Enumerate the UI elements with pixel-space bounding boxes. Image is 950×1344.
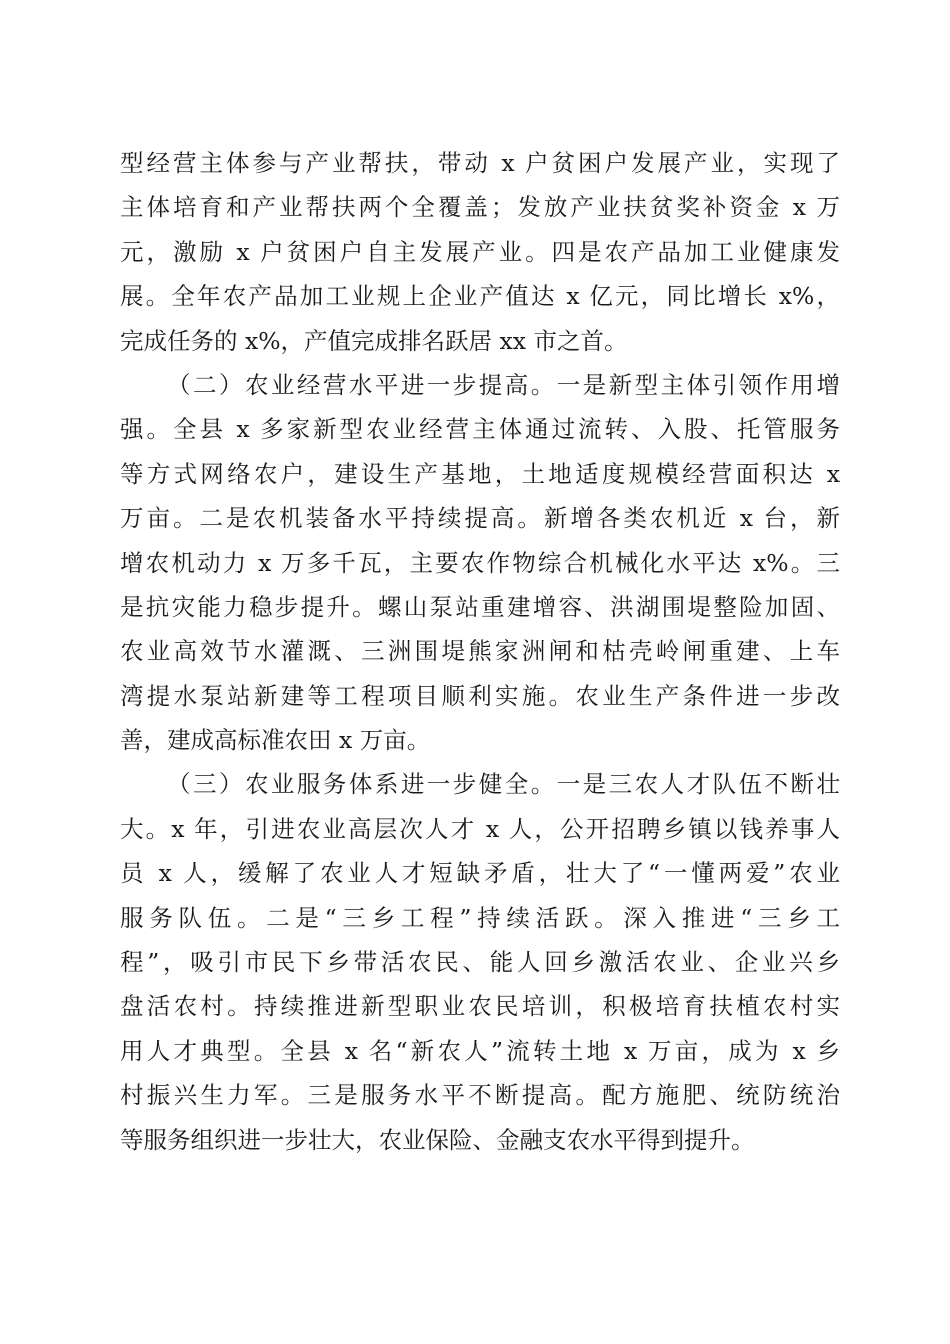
text-line: 程”，吸引市民下乡带活农民、能人回乡激活农业、企业兴乡 [120, 948, 840, 977]
text-line: （三）农业服务体系进一步健全。一是三农人才队伍不断壮 [167, 770, 840, 799]
text-line: 万亩。二是农机装备水平持续提高。新增各类农机近 x 台，新 [120, 504, 840, 533]
text-line: 村振兴生力军。三是服务水平不断提高。配方施肥、统防统治 [120, 1081, 840, 1110]
text-line: （二）农业经营水平进一步提高。一是新型主体引领作用增 [167, 370, 840, 399]
text-line: 强。全县 x 多家新型农业经营主体通过流转、入股、托管服务 [120, 415, 840, 444]
text-line: 等方式网络农户，建设生产基地，土地适度规模经营面积达 x [120, 459, 840, 488]
text-line: 农业高效节水灌溉、三洲围堤熊家洲闸和枯壳岭闸重建、上车 [120, 637, 840, 666]
paragraph-agri-services [120, 762, 840, 1162]
text-line: 型经营主体参与产业帮扶，带动 x 户贫困户发展产业，实现了 [120, 149, 840, 177]
text-line: 用人才典型。全县 x 名“新农人”流转土地 x 万亩，成为 x 乡 [120, 1036, 840, 1065]
text-line: 增农机动力 x 万多千瓦，主要农作物综合机械化水平达 x%。三 [120, 548, 840, 577]
text-line: 元，激励 x 户贫困户自主发展产业。四是农产品加工业健康发 [120, 237, 840, 266]
text-line: 主体培育和产业帮扶两个全覆盖；发放产业扶贫奖补资金 x 万 [120, 193, 840, 222]
text-line: 员 x 人，缓解了农业人才短缺矛盾，壮大了“一懂两爱”农业 [120, 859, 840, 888]
document-body [120, 141, 840, 1162]
paragraph-continuation [120, 141, 840, 363]
text-line: 盘活农村。持续推进新型职业农民培训，积极培育扶植农村实 [120, 992, 840, 1021]
text-line: 等服务组织进一步壮大，农业保险、金融支农水平得到提升。 [120, 1125, 755, 1154]
text-line: 善，建成高标准农田 x 万亩。 [120, 726, 431, 755]
text-line: 完成任务的 x%，产值完成排名跃居 xx 市之首。 [120, 326, 628, 355]
text-line: 湾提水泵站新建等工程项目顺利实施。农业生产条件进一步改 [120, 681, 840, 710]
text-line: 是抗灾能力稳步提升。螺山泵站重建增容、洪湖围堤整险加固、 [120, 592, 840, 621]
text-line: 展。全年农产品加工业规上企业产值达 x 亿元，同比增长 x%， [120, 282, 840, 311]
text-line: 服务队伍。二是“三乡工程”持续活跃。深入推进“三乡工 [120, 903, 840, 932]
paragraph-agri-operations [120, 363, 840, 763]
text-line: 大。x 年，引进农业高层次人才 x 人，公开招聘乡镇以钱养事人 [120, 814, 840, 843]
